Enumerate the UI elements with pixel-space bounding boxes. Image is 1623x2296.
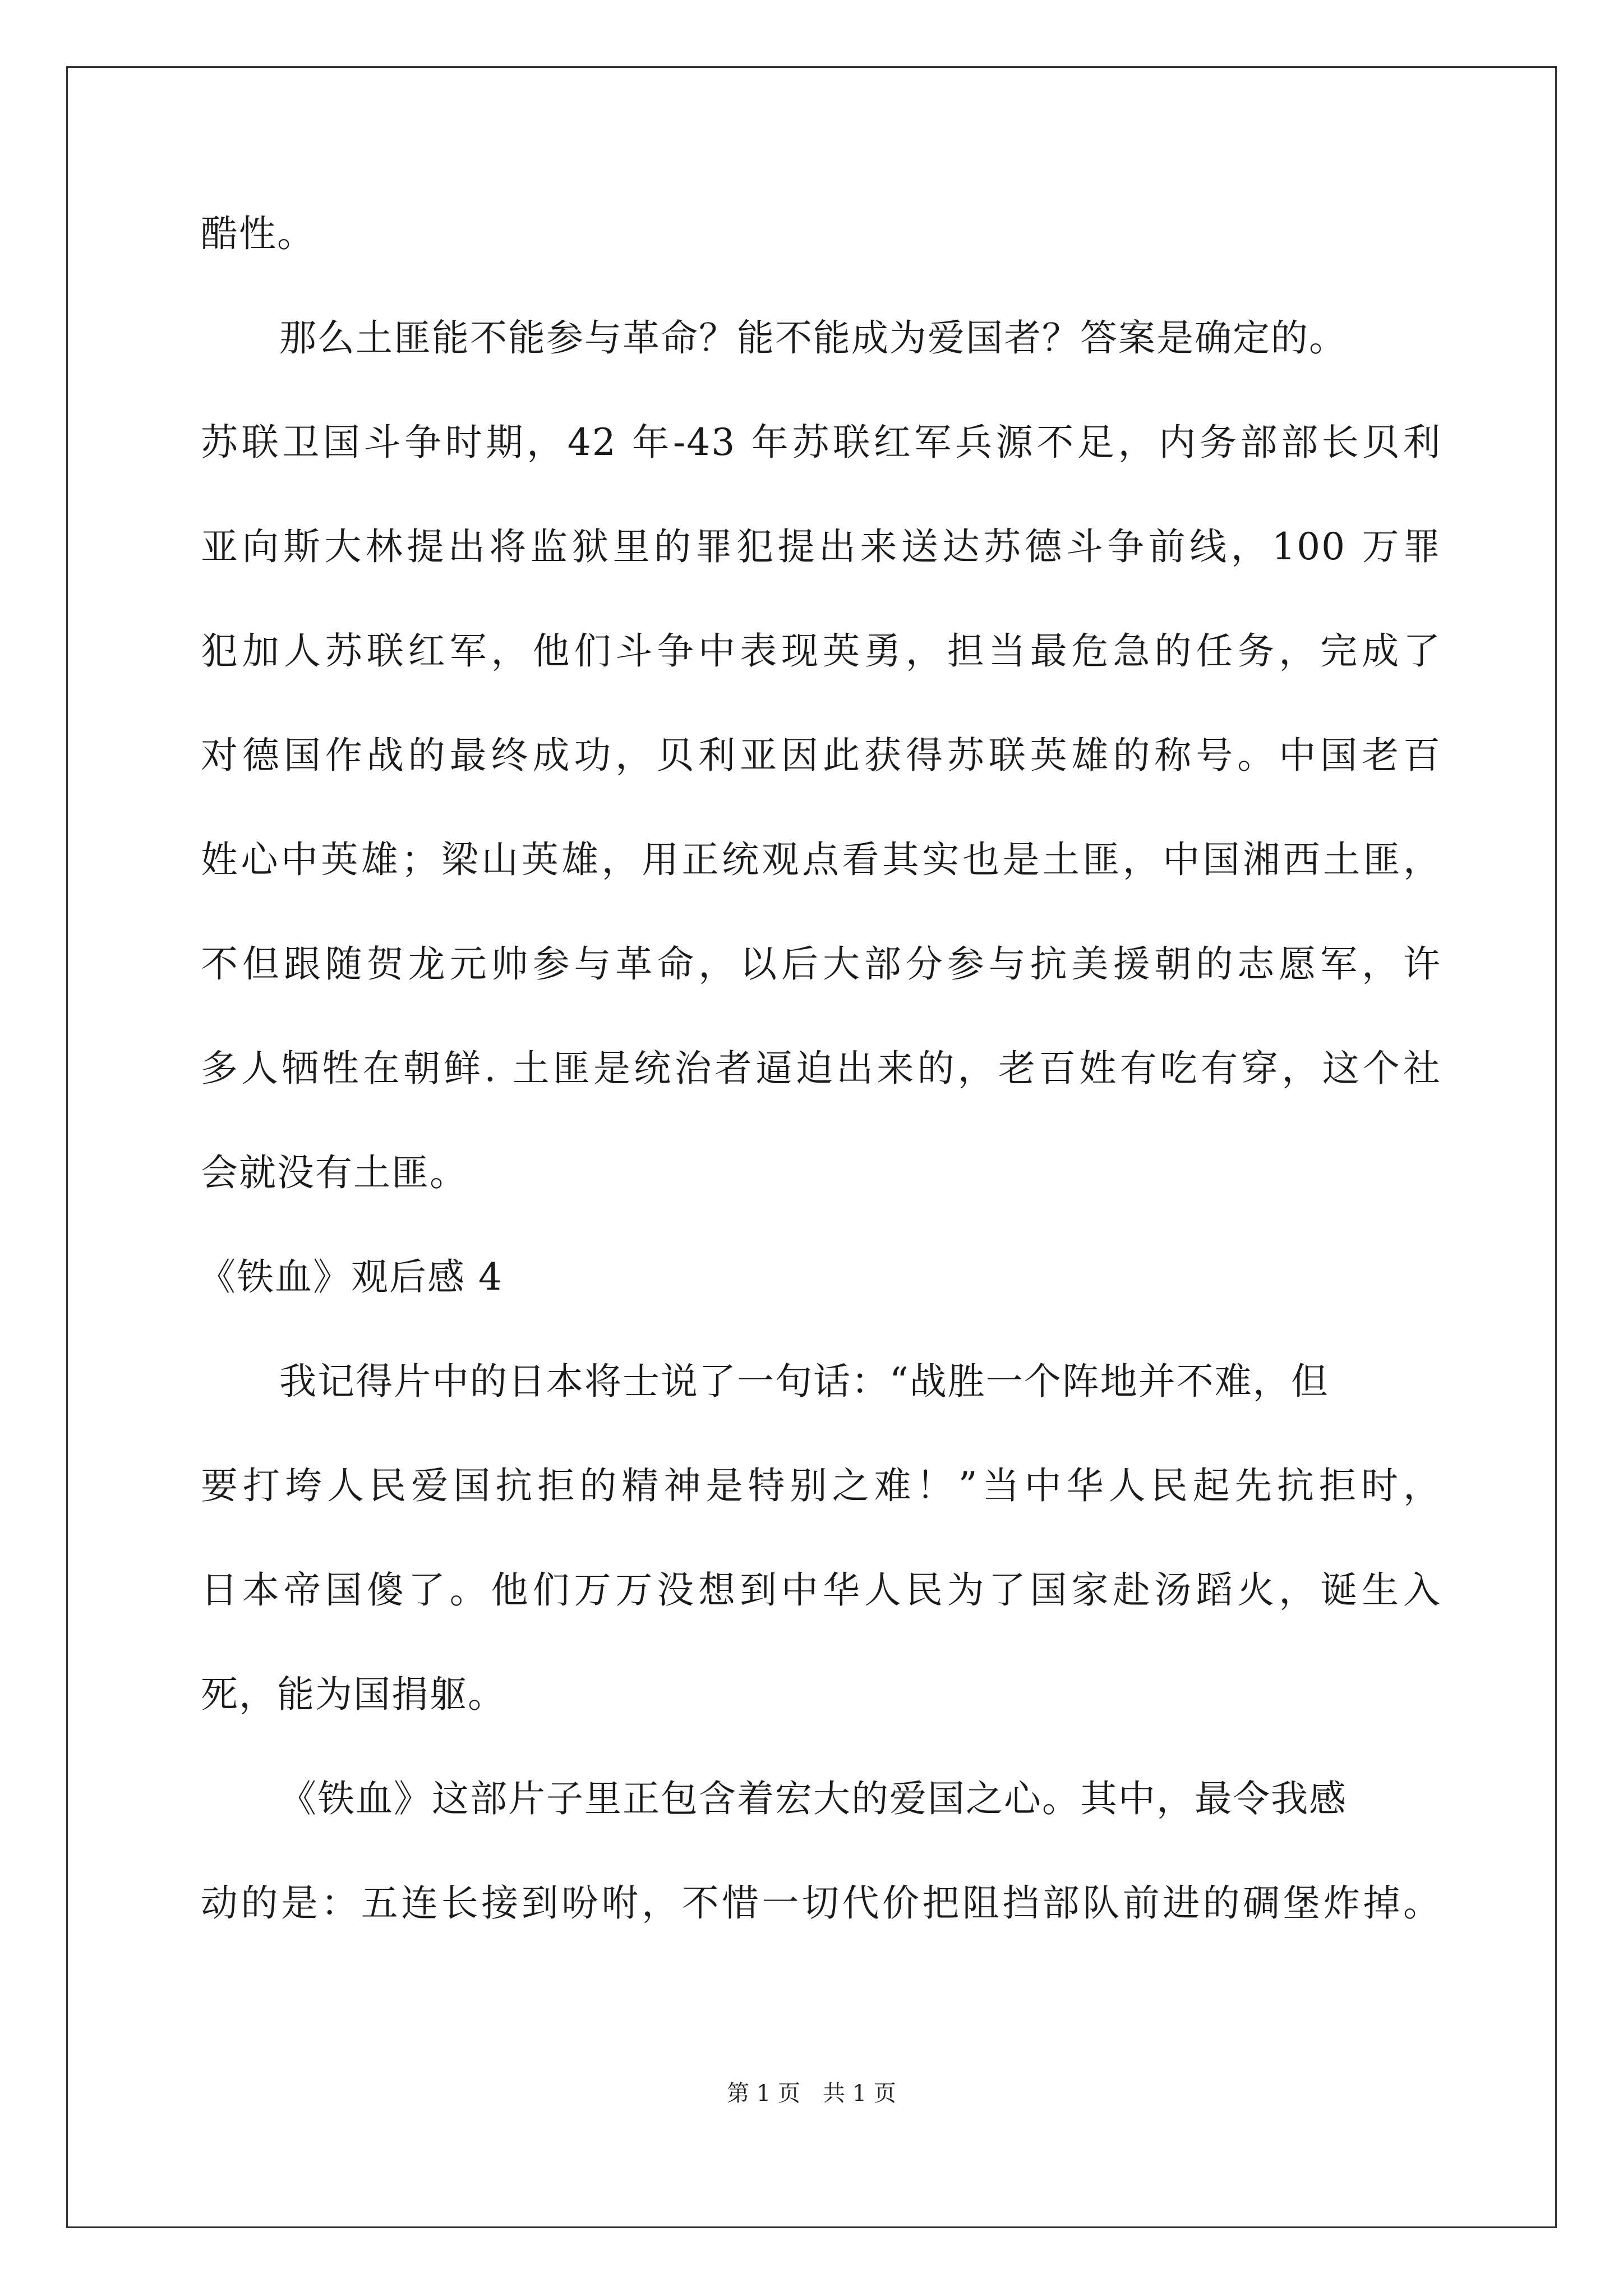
text-line: 日本帝国傻了。他们万万没想到中华人民为了国家赴汤蹈火，诞生入 xyxy=(201,1568,1441,1612)
text-line: 亚向斯大林提出将监狱里的罪犯提出来送达苏德斗争前线，100 万罪 xyxy=(201,525,1441,568)
text-line: 会就没有土匪。 xyxy=(201,1151,468,1194)
text-line: 《铁血》这部片子里正包含着宏大的爱国之心。其中，最令我感 xyxy=(279,1777,1347,1820)
document-body xyxy=(201,208,1441,1981)
section-heading: 《铁血》观后感 4 xyxy=(199,1255,503,1299)
text-line: 犯加人苏联红军，他们斗争中表现英勇，担当最危急的任务，完成了 xyxy=(201,629,1441,673)
text-line: 姓心中英雄；梁山英雄，用正统观点看其实也是土匪，中国湘西土匪， xyxy=(201,838,1441,881)
text-line: 那么土匪能不能参与革命？能不能成为爱国者？答案是确定的。 xyxy=(279,316,1347,360)
text-line: 多人牺牲在朝鲜. 土匪是统治者逼迫出来的，老百姓有吃有穿，这个社 xyxy=(201,1047,1441,1090)
text-line: 动的是：五连长接到吩咐，不惜一切代价把阻挡部队前进的碉堡炸掉。 xyxy=(201,1881,1441,1925)
page-footer: 第 1 页 共 1 页 xyxy=(727,2081,896,2106)
text-line: 要打垮人民爱国抗拒的精神是特别之难！”当中华人民起先抗拒时， xyxy=(201,1464,1441,1507)
text-line: 酷性。 xyxy=(201,212,315,255)
text-line: 苏联卫国斗争时期，42 年-43 年苏联红军兵源不足，内务部部长贝利 xyxy=(201,421,1441,464)
text-line: 不但跟随贺龙元帅参与革命，以后大部分参与抗美援朝的志愿军，许 xyxy=(201,942,1441,986)
text-line: 对德国作战的最终成功，贝利亚因此获得苏联英雄的称号。中国老百 xyxy=(201,734,1441,777)
text-line: 死，能为国捐躯。 xyxy=(201,1673,506,1716)
text-line: 我记得片中的日本将士说了一句话：“战胜一个阵地并不难，但 xyxy=(279,1360,1329,1403)
